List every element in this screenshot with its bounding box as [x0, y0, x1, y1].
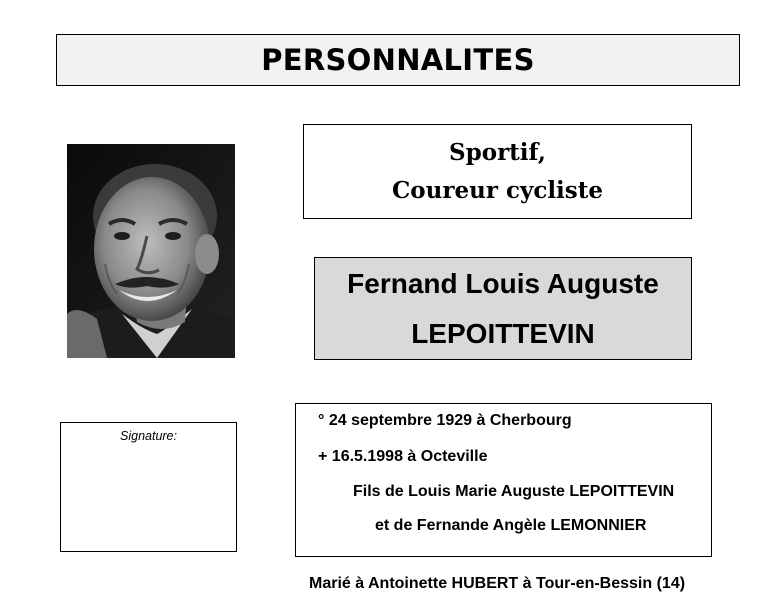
name-box: [314, 257, 692, 360]
signature-label: Signature:: [120, 429, 177, 443]
page-title: PERSONNALITES: [261, 43, 535, 77]
profession-line-1: Sportif,: [449, 138, 546, 166]
last-name: LEPOITTEVIN: [411, 317, 595, 349]
page-title-box: [56, 34, 740, 86]
portrait-photo: [67, 144, 235, 358]
portrait-image: [67, 144, 235, 358]
biography-details-box: [295, 403, 712, 557]
marriage-info: Marié à Antoinette HUBERT à Tour-en-Bessin (14): [309, 575, 686, 592]
profession-box: [303, 124, 692, 219]
father-info: Fils de Louis Marie Auguste LEPOITTEVIN: [353, 483, 675, 500]
profession-line-2: Coureur cycliste: [391, 176, 604, 204]
birth-info: ° 24 septembre 1929 à Cherbourg: [318, 412, 572, 429]
signature-box: [60, 422, 237, 552]
first-names: Fernand Louis Auguste: [347, 267, 659, 299]
mother-info: et de Fernande Angèle LEMONNIER: [375, 517, 647, 534]
death-info: + 16.5.1998 à Octeville: [318, 448, 488, 465]
